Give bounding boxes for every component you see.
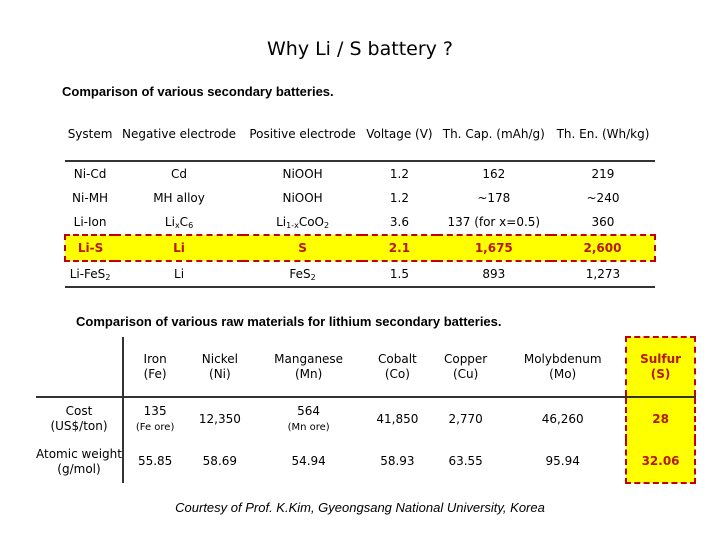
header-negative-electrode: Negative electrode (115, 108, 243, 161)
cell-system: Li-S (65, 235, 115, 261)
header-molybdenum: Molybdenum (Mo) (500, 337, 626, 397)
cell-positive: NiOOH (282, 191, 323, 205)
cell-positive: $Li_{1-x}CoO_2$ (276, 215, 330, 230)
header-cobalt: Cobalt (Co) (364, 337, 431, 397)
cell-positive: NiOOH (282, 167, 323, 181)
cell-energy: 2,600 (551, 235, 655, 261)
table-row (65, 261, 655, 287)
header-capacity: Th. Cap. (mAh/g) (437, 108, 551, 161)
cell-energy: 219 (591, 167, 615, 181)
cell-energy: 1,273 (551, 261, 655, 287)
cell-voltage: 2.1 (362, 235, 436, 261)
materials-table-caption: Comparison of various raw materials for lithium secondary batteries. (76, 314, 502, 329)
cell-weight: 95.94 (545, 454, 580, 468)
table-row (65, 161, 655, 186)
header-empty (36, 337, 123, 397)
cell-capacity: 1,675 (437, 235, 551, 261)
table-row-highlighted (65, 235, 655, 261)
cell-voltage: 1.5 (362, 261, 436, 287)
cell-capacity: 162 (482, 167, 506, 181)
row-label-atomic-weight: Atomic weight (g/mol) (36, 440, 123, 483)
cell-positive: FeS$_2$ (243, 261, 362, 287)
header-positive-electrode: Positive electrode (243, 108, 362, 161)
cell-negative: $Li_xC_6$ (164, 215, 194, 230)
cell-system: Li-Ion (73, 215, 107, 229)
cell-weight: 58.69 (202, 454, 238, 468)
footer-credit: Courtesy of Prof. K.Kim, Gyeongsang National University, Korea (175, 500, 545, 515)
cell-negative: Li (115, 261, 243, 287)
cell-voltage: 3.6 (389, 215, 409, 229)
cell-cost: 564 (Mn ore) (287, 403, 330, 433)
cell-voltage: 1.2 (389, 167, 409, 181)
cell-weight: 58.93 (380, 454, 415, 468)
cell-capacity: ~178 (477, 191, 511, 205)
cell-positive: S (243, 235, 362, 261)
cell-cost: 135 (Fe ore) (135, 403, 175, 433)
cell-weight: 54.94 (291, 454, 326, 468)
cell-system: Ni-MH (72, 191, 109, 205)
cell-energy: 360 (591, 215, 615, 229)
table-row (65, 186, 655, 210)
header-iron: Iron (Fe) (123, 337, 186, 397)
table-row-atomic-weight (36, 440, 695, 483)
table-row-cost (36, 397, 695, 440)
battery-comparison-table (64, 108, 656, 288)
table-header-row (65, 108, 655, 161)
cell-capacity: 893 (437, 261, 551, 287)
table-header-row (36, 337, 695, 397)
battery-table-caption: Comparison of various secondary batteries. (62, 84, 334, 99)
table-row (65, 210, 655, 235)
header-energy: Th. En. (Wh/kg) (551, 108, 655, 161)
cell-weight-sulfur: 32.06 (626, 440, 695, 483)
header-system: System (65, 108, 115, 161)
cell-weight: 63.55 (448, 454, 483, 468)
cell-voltage: 1.2 (389, 191, 409, 205)
row-label-cost: Cost (US$/ton) (36, 397, 123, 440)
cell-negative: Li (115, 235, 243, 261)
cell-cost: 12,350 (198, 411, 241, 426)
header-voltage: Voltage (V) (362, 108, 436, 161)
slide-title: Why Li / S battery ? (266, 38, 454, 60)
header-sulfur: Sulfur (S) (626, 337, 695, 397)
cell-cost: 2,770 (448, 411, 483, 426)
header-copper: Copper (Cu) (431, 337, 500, 397)
header-nickel: Nickel (Ni) (186, 337, 253, 397)
cell-negative: MH alloy (153, 191, 205, 205)
cell-negative: Cd (171, 167, 188, 181)
cell-system: Ni-Cd (73, 167, 107, 181)
cell-weight: 55.85 (137, 454, 173, 468)
cell-system: Li-FeS$_2$ (65, 261, 115, 287)
cell-cost: 46,260 (541, 411, 584, 426)
raw-materials-table (36, 336, 696, 484)
cell-cost-sulfur: 28 (626, 397, 695, 440)
cell-capacity: 137 (for x=0.5) (447, 215, 541, 229)
cell-energy: ~240 (586, 191, 620, 205)
header-manganese: Manganese (Mn) (253, 337, 363, 397)
cell-cost: 41,850 (376, 411, 419, 426)
